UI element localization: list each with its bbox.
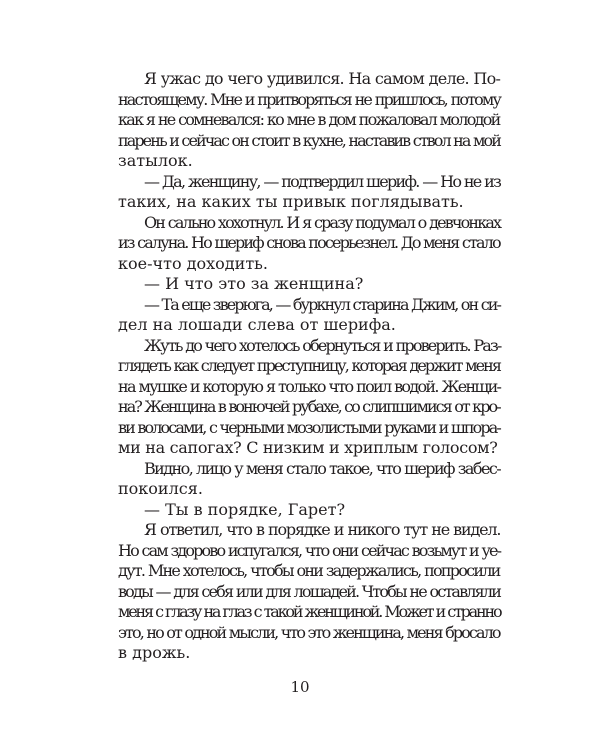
text-line: кое-что доходить. [118,253,268,273]
text-line: Он сально хохотнул. И я сразу подумал о девчонках [144,212,501,232]
text-line: — Ты в порядке, Гарет? [144,499,346,519]
text-line: Жуть до чего хотелось обернуться и проверить. Раз- [144,335,501,355]
text-line: как я не сомневался: ко мне в дом пожаловал молодой [118,110,500,129]
text-line: из салуна. Но шериф снова посерьезнел. До меня стало [118,233,500,252]
text-line: — И что это за женщина? [144,274,364,293]
text-line: таких, на каких ты привык поглядывать. [118,192,464,211]
text-line: затылок. [118,151,193,170]
text-line: в дрожь. [118,643,191,662]
page-number: 10 [290,678,310,696]
text-line: воды — для себя или для лошадей. Чтобы не оставляли [118,581,501,601]
text-line: на мушке и которую я только что поил водой. Женщи- [118,376,501,396]
text-line: на? Женщина в вонючей рубахе, со слипшимися от кро- [118,397,500,416]
text-line: это, но от одной мысли, что это женщина, меня бросало [118,622,500,642]
text-line: ми на сапогах? С низким и хриплым голосом? [118,438,498,457]
text-line: — Да, женщину, — подтвердил шериф. — Но не из [144,171,501,191]
text-line: глядеть как следует преступницу, которая держит меня [118,356,501,375]
text-line: Но сам здорово испугался, что они сейчас возьмут и уе- [118,540,501,560]
text-line: Видно, лицо у меня стало такое, что шериф забес- [144,458,501,478]
text-line: дел на лошади слева от шерифа. [118,315,396,334]
text-line: покоился. [118,479,203,498]
text-line: меня с глазу на глаз с такой женщиной. Может и странно [118,602,501,621]
text-line: — Та еще зверюга, — буркнул старина Джим, он си- [144,294,501,314]
text-line: Я ужас до чего удивился. На самом деле. По- [144,69,501,88]
text-line: дут. Мне хотелось, чтобы они задержались, попросили [118,561,500,580]
text-line: ви волосами, с черными мозолистыми руками и шпора- [118,417,500,437]
text-line: Я ответил, что в порядке и никого тут не видел. [144,520,501,539]
text-line: парень и сейчас он стоит в кухне, наставив ствол на мой [118,130,500,150]
text-line: настоящему. Мне и притворяться не пришлось, потому [118,89,501,109]
